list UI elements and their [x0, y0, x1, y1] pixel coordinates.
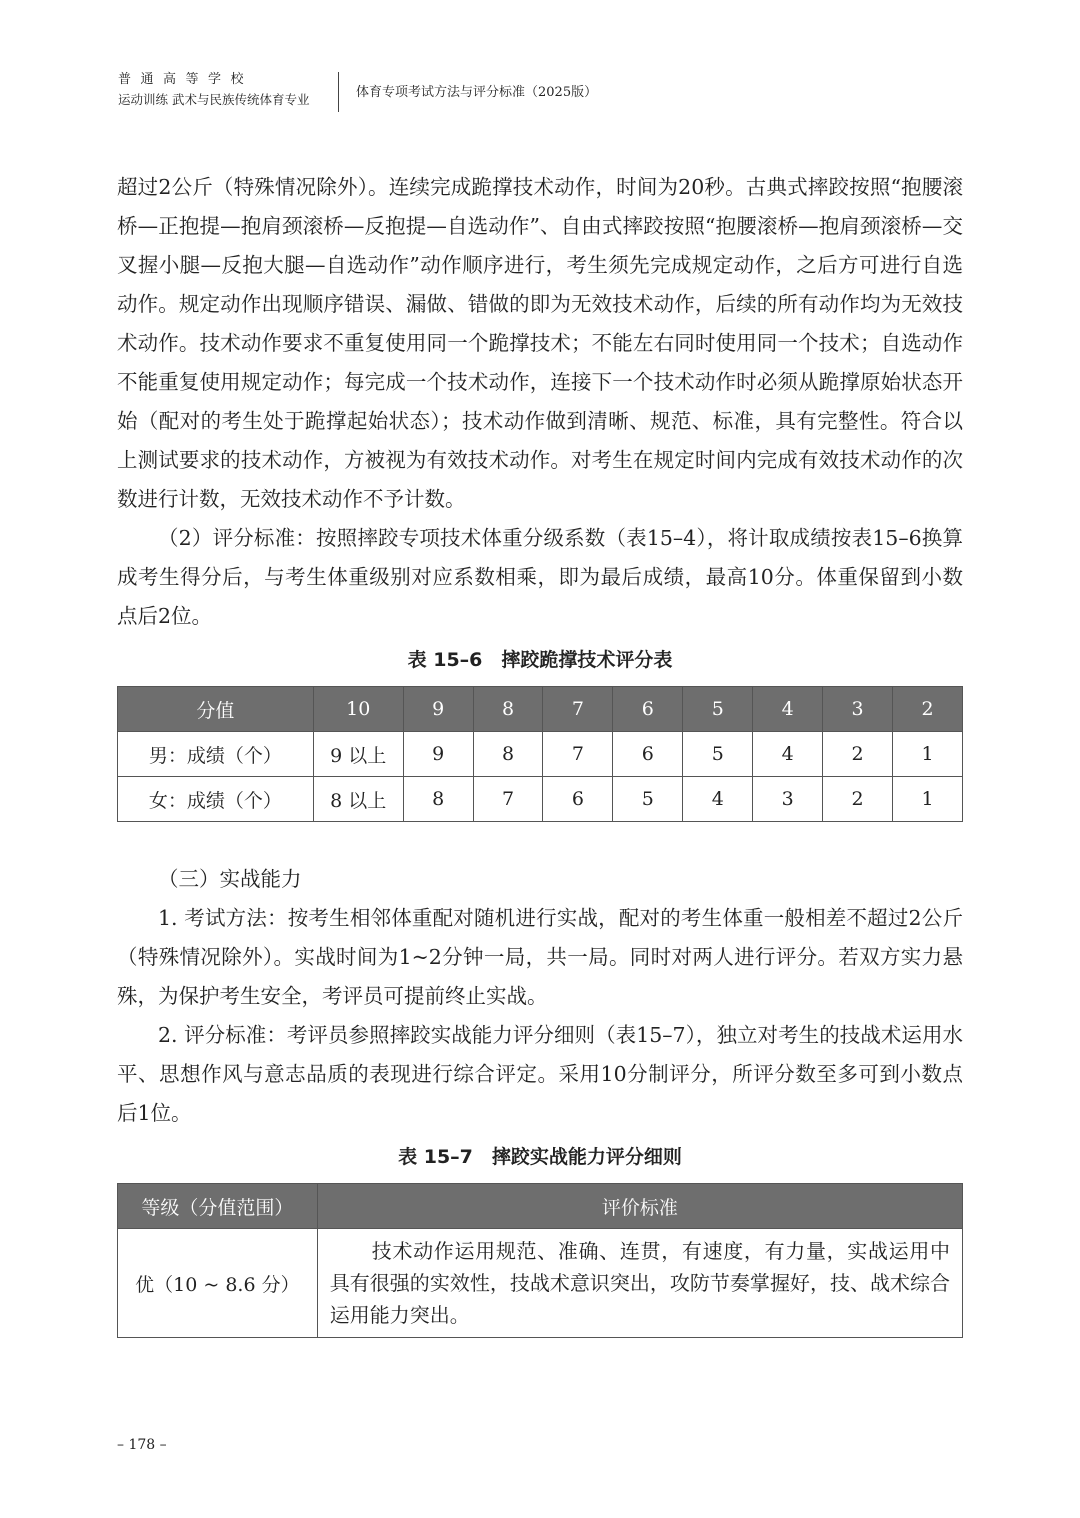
table-cell: 8 [473, 732, 543, 777]
table-cell: 9 [403, 732, 473, 777]
header-divider [338, 72, 339, 112]
table-header-cell: 7 [543, 687, 613, 732]
header-school: 普通高等学校 [118, 72, 254, 87]
table-cell: 7 [543, 732, 613, 777]
table-cell: 9 以上 [313, 732, 403, 777]
criteria-text: 技术动作运用规范、准确、连贯，有速度，有力量，实战运用中具有很强的实效性，技战术意识突出，攻防节奏掌握好，技、战术综合运用能力突出。 [329, 1239, 950, 1327]
table-cell: 4 [683, 777, 753, 822]
table-15-7-title: 表 15–7 摔跤实战能力评分细则 [398, 1146, 682, 1168]
table-header-cell: 10 [313, 687, 403, 732]
paragraph-combat-scoring: 2. 评分标准：考评员参照摔跤实战能力评分细则（表15–7），独立对考生的技战术运用水平、思想作风与意志品质的表现进行综合评定。采用10分制评分，所评分数至多可到小数点后1位。 [117, 1023, 963, 1125]
table-header-cell: 3 [823, 687, 893, 732]
table-header-cell: 4 [753, 687, 823, 732]
table-15-6 [117, 686, 963, 822]
header-book-title: 体育专项考试方法与评分标准（2025版） [356, 85, 598, 100]
table-header-cell: 6 [613, 687, 683, 732]
table-row-label: 女：成绩（个） [118, 777, 314, 822]
table-row [118, 1229, 963, 1338]
table-header-cell: 5 [683, 687, 753, 732]
table-cell: 5 [683, 732, 753, 777]
table-row [118, 777, 963, 822]
table-row [118, 732, 963, 777]
table-row-label: 优（10 ~ 8.6 分） [118, 1229, 318, 1338]
table-cell: 6 [613, 732, 683, 777]
table-header-row [118, 687, 963, 732]
header-major: 运动训练 武术与民族传统体育专业 [118, 92, 310, 107]
paragraph-combat-method: 1. 考试方法：按考生相邻体重配对随机进行实战，配对的考生体重一般相差不超过2公斤（特殊情况除外）。实战时间为1~2分钟一局，共一局。同时对两人进行评分。若双方实力悬殊，为保护考生安全，考评员可提前终止实战。 [117, 906, 963, 1008]
table-cell [317, 1229, 962, 1338]
table-cell: 6 [543, 777, 613, 822]
paragraph-kneeling-method: 超过2公斤（特殊情况除外）。连续完成跪撑技术动作，时间为20秒。古典式摔跤按照“抱腰滚桥—正抱提—抱肩颈滚桥—反抱提—自选动作”、自由式摔跤按照“抱腰滚桥—抱肩颈滚桥—交叉握小腿—反抱大腿—自选动作”动作顺序进行，考生须先完成规定动作，之后方可进行自选动作。规定动作出现顺序错误、漏做、错做的即为无效技术动作，后续的所有动作均为无效技术动作。技术动作要求不重复使用同一个跪撑技术；不能左右同时使用同一个技术；自选动作不能重复使用规定动作；每完成一个技术动作，连接下一个技术动作时必须从跪撑原始状态开始（配对的考生处于跪撑起始状态）；技术动作做到清晰、规范、标准，具有完整性。符合以上测试要求的技术动作，方被视为有效技术动作。对考生在规定时间内完成有效技术动作的次数进行计数，无效技术动作不予计数。 [117, 175, 963, 511]
table-header-cell: 9 [403, 687, 473, 732]
table-cell: 1 [893, 732, 963, 777]
header-left [118, 70, 328, 110]
page-number: – 178 – [117, 1437, 167, 1453]
section-heading-combat: （三）实战能力 [158, 867, 302, 891]
paragraph-scoring-standard: （2）评分标准：按照摔跤专项技术体重分级系数（表15–4），将计取成绩按表15–6换算成考生得分后，与考生体重级别对应系数相乘，即为最后成绩，最高10分。体重保留到小数点后2位。 [117, 526, 963, 628]
page-header [118, 70, 718, 114]
table-row-label: 男：成绩（个） [118, 732, 314, 777]
table-15-7 [117, 1183, 963, 1338]
table-cell: 4 [753, 732, 823, 777]
table-header-cell: 评价标准 [317, 1184, 962, 1229]
table-cell: 2 [823, 732, 893, 777]
table-15-6-title: 表 15–6 摔跤跪撑技术评分表 [407, 649, 673, 671]
table-cell: 1 [893, 777, 963, 822]
table-cell: 3 [753, 777, 823, 822]
table-cell: 8 以上 [313, 777, 403, 822]
page-content [117, 168, 963, 1338]
table-header-cell: 2 [893, 687, 963, 732]
table-cell: 7 [473, 777, 543, 822]
table-header-cell: 分值 [118, 687, 314, 732]
table-header-cell: 8 [473, 687, 543, 732]
table-cell: 2 [823, 777, 893, 822]
table-cell: 5 [613, 777, 683, 822]
table-header-cell: 等级（分值范围） [118, 1184, 318, 1229]
table-header-row [118, 1184, 963, 1229]
table-cell: 8 [403, 777, 473, 822]
